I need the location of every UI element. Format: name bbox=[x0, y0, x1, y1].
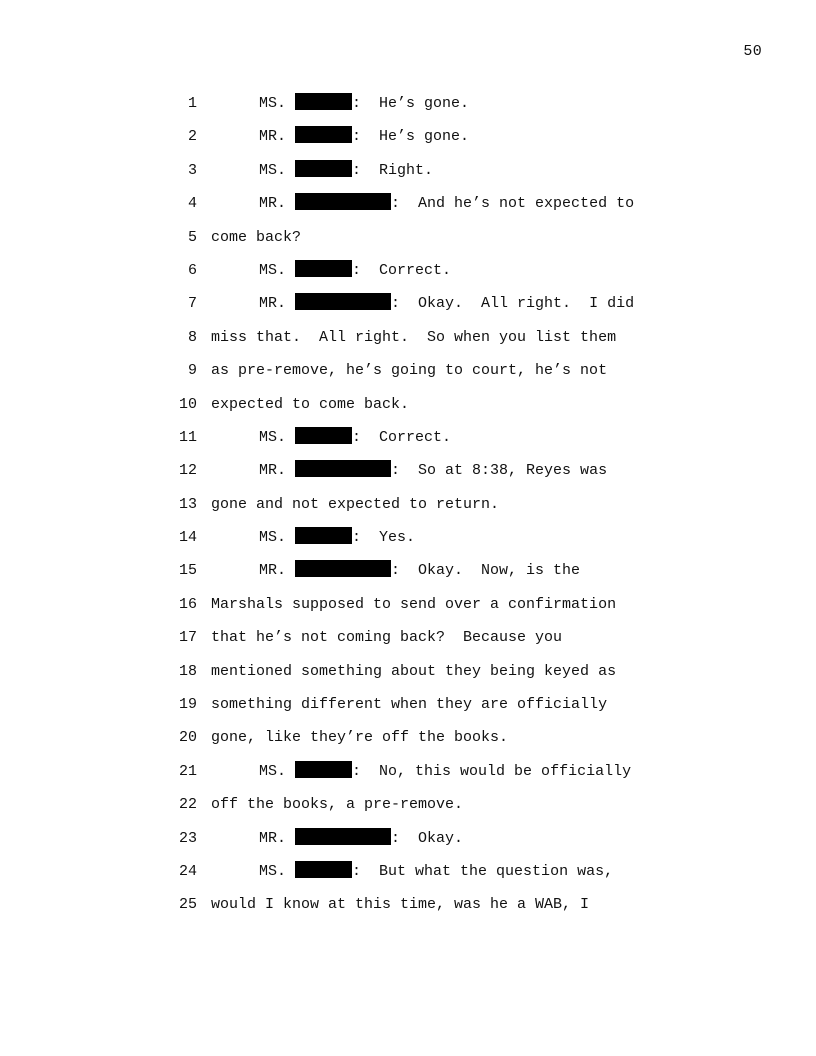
transcript-line bbox=[0, 721, 816, 754]
line-number: 2 bbox=[187, 128, 197, 146]
line-number: 20 bbox=[178, 729, 197, 747]
line-number: 19 bbox=[178, 696, 197, 714]
redaction-box bbox=[295, 93, 352, 110]
speaker-statement bbox=[259, 87, 469, 120]
speaker-statement bbox=[259, 287, 634, 320]
continuation-text: something different when they are officially bbox=[211, 696, 608, 714]
transcript-line bbox=[0, 855, 816, 888]
redaction-box bbox=[295, 761, 352, 778]
statement-text: : Right. bbox=[352, 161, 434, 179]
statement-text: : No, this would be officially bbox=[352, 762, 632, 780]
speaker-statement bbox=[259, 822, 463, 855]
statement-text: : He’s gone. bbox=[352, 128, 470, 146]
transcript-line bbox=[0, 354, 816, 387]
speaker-title: MS. bbox=[259, 762, 287, 780]
speaker-title: MR. bbox=[259, 562, 287, 580]
speaker-title: MR. bbox=[259, 128, 287, 146]
speaker-title: MS. bbox=[259, 529, 287, 547]
line-number: 18 bbox=[178, 662, 197, 680]
statement-text: : Okay. bbox=[391, 829, 464, 847]
redaction-box bbox=[295, 460, 391, 477]
line-number: 17 bbox=[178, 629, 197, 647]
transcript-line bbox=[0, 488, 816, 521]
redaction-box bbox=[295, 560, 391, 577]
transcript-line bbox=[0, 120, 816, 153]
continuation-text: mentioned something about they being keyed as bbox=[211, 662, 617, 680]
transcript-line bbox=[0, 87, 816, 120]
transcript-line bbox=[0, 655, 816, 688]
redaction-box bbox=[295, 126, 352, 143]
continuation-text: that he’s not coming back? Because you bbox=[211, 629, 563, 647]
continuation-text: gone, like they’re off the books. bbox=[211, 729, 509, 747]
line-number: 16 bbox=[178, 595, 197, 613]
transcript-line bbox=[0, 521, 816, 554]
line-number: 24 bbox=[178, 862, 197, 880]
transcript-line bbox=[0, 454, 816, 487]
redaction-box bbox=[295, 828, 391, 845]
transcript-line bbox=[0, 688, 816, 721]
continuation-text: come back? bbox=[211, 228, 302, 246]
speaker-title: MR. bbox=[259, 295, 287, 313]
statement-text: : Okay. All right. I did bbox=[391, 295, 635, 313]
line-number: 13 bbox=[178, 495, 197, 513]
statement-text: : And he’s not expected to bbox=[391, 195, 635, 213]
statement-text: : He’s gone. bbox=[352, 95, 470, 112]
transcript-line bbox=[0, 788, 816, 821]
transcript-line bbox=[0, 388, 816, 421]
line-number: 3 bbox=[187, 161, 197, 179]
redaction-box bbox=[295, 427, 352, 444]
line-number: 14 bbox=[178, 529, 197, 547]
line-number: 9 bbox=[187, 362, 197, 380]
continuation-text: off the books, a pre-remove. bbox=[211, 796, 464, 814]
continuation-text: would I know at this time, was he a WAB, I bbox=[211, 896, 590, 914]
transcript-line bbox=[0, 154, 816, 187]
speaker-statement bbox=[259, 755, 631, 788]
transcript-body bbox=[0, 87, 816, 922]
transcript-line bbox=[0, 621, 816, 654]
transcript-line bbox=[0, 254, 816, 287]
speaker-statement bbox=[259, 554, 580, 587]
speaker-statement bbox=[259, 187, 634, 220]
line-number: 12 bbox=[178, 462, 197, 480]
transcript-line bbox=[0, 221, 816, 254]
speaker-title: MS. bbox=[259, 862, 287, 880]
speaker-title: MS. bbox=[259, 161, 287, 179]
continuation-text: Marshals supposed to send over a confirmation bbox=[211, 595, 617, 613]
speaker-statement bbox=[259, 421, 451, 454]
speaker-title: MR. bbox=[259, 195, 287, 213]
line-number: 8 bbox=[187, 328, 197, 346]
redaction-box bbox=[295, 861, 352, 878]
line-number: 23 bbox=[178, 829, 197, 847]
transcript-line bbox=[0, 755, 816, 788]
line-number: 21 bbox=[178, 762, 197, 780]
statement-text: : So at 8:38, Reyes was bbox=[391, 462, 608, 480]
transcript-line bbox=[0, 187, 816, 220]
speaker-title: MS. bbox=[259, 261, 287, 279]
transcript-line bbox=[0, 321, 816, 354]
speaker-statement bbox=[259, 454, 607, 487]
redaction-box bbox=[295, 193, 391, 210]
redaction-box bbox=[295, 160, 352, 177]
transcript-line bbox=[0, 588, 816, 621]
line-number: 6 bbox=[187, 261, 197, 279]
speaker-statement bbox=[259, 855, 613, 888]
line-number: 22 bbox=[178, 796, 197, 814]
continuation-text: miss that. All right. So when you list them bbox=[211, 328, 617, 346]
speaker-statement bbox=[259, 154, 433, 187]
speaker-statement bbox=[259, 120, 469, 153]
continuation-text: expected to come back. bbox=[211, 395, 410, 413]
speaker-title: MS. bbox=[259, 95, 287, 112]
statement-text: : Correct. bbox=[352, 261, 452, 279]
line-number: 5 bbox=[187, 228, 197, 246]
speaker-statement bbox=[259, 254, 451, 287]
speaker-title: MR. bbox=[259, 829, 287, 847]
transcript-line bbox=[0, 421, 816, 454]
line-number: 11 bbox=[178, 428, 197, 446]
transcript-line bbox=[0, 554, 816, 587]
speaker-statement bbox=[259, 521, 415, 554]
line-number: 1 bbox=[187, 95, 197, 112]
statement-text: : But what the question was, bbox=[352, 862, 614, 880]
line-number: 15 bbox=[178, 562, 197, 580]
continuation-text: gone and not expected to return. bbox=[211, 495, 500, 513]
redaction-box bbox=[295, 293, 391, 310]
line-number: 4 bbox=[187, 195, 197, 213]
speaker-title: MS. bbox=[259, 428, 287, 446]
line-number: 25 bbox=[178, 896, 197, 914]
line-number: 7 bbox=[187, 295, 197, 313]
speaker-title: MR. bbox=[259, 462, 287, 480]
redaction-box bbox=[295, 527, 352, 544]
redaction-box bbox=[295, 260, 352, 277]
page-number: 50 bbox=[743, 43, 762, 60]
statement-text: : Yes. bbox=[352, 529, 416, 547]
continuation-text: as pre-remove, he’s going to court, he’s not bbox=[211, 362, 608, 380]
transcript-line bbox=[0, 822, 816, 855]
transcript-line bbox=[0, 888, 816, 921]
statement-text: : Correct. bbox=[352, 428, 452, 446]
line-number: 10 bbox=[178, 395, 197, 413]
transcript-line bbox=[0, 287, 816, 320]
statement-text: : Okay. Now, is the bbox=[391, 562, 581, 580]
